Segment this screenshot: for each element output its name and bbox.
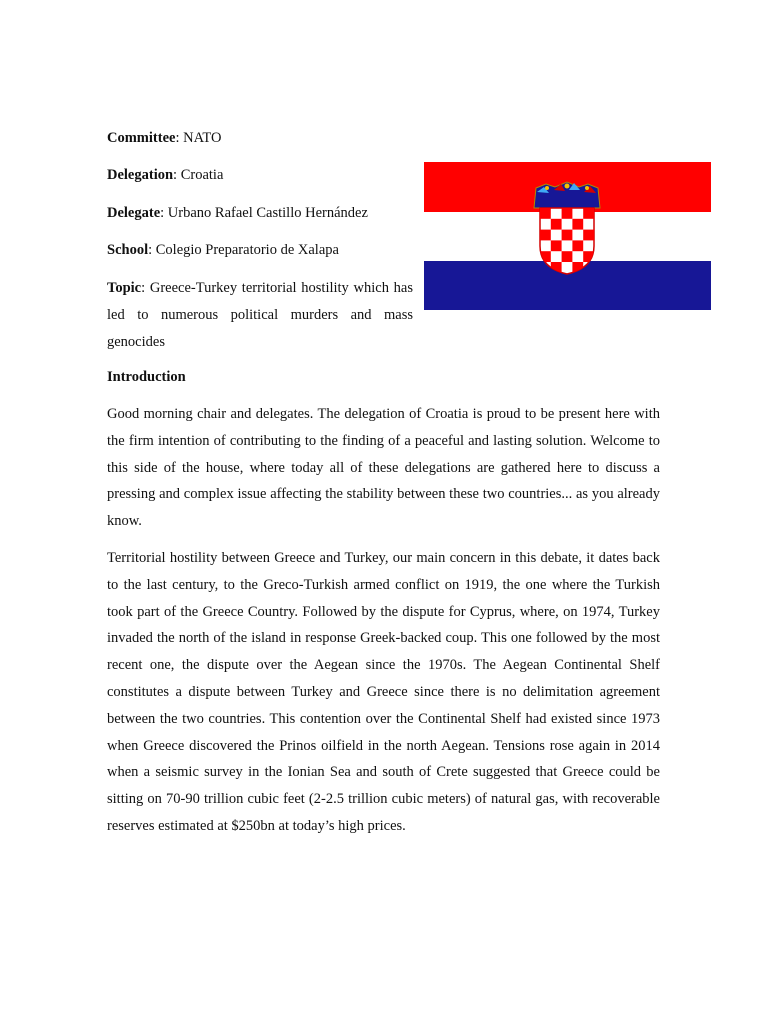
delegation-value: : Croatia (173, 167, 224, 183)
school-value: : Colegio Preparatorio de Xalapa (148, 242, 339, 258)
checker-square (540, 230, 551, 241)
checker-square (572, 240, 583, 251)
school-label: School (107, 242, 149, 258)
topic-value: : Greece-Turkey territorial hostility which has led to numerous political murders and mass genocides (107, 280, 413, 350)
checker-square (572, 219, 583, 230)
topic-line (107, 275, 413, 356)
delegation-label: Delegation (107, 167, 174, 183)
introduction-paragraph-2: Territorial hostility between Greece and Turkey, our main concern in this debate, it dates back to the last century, to the Greco-Turkish armed conflict on 1919, the one where the Turkish took part of the Greece Country. Followed by the dispute for Cyprus, where, on 1974, Turkey invaded the north of the island in response Greek-backed coup. This one followed by the most recent one, the dispute over the Aegean since the 1970s. The Aegean Continental Shelf constitutes a dispute between Turkey and Greece since there is no delimitation agreement between the two countries. This contention over the Continental Shelf had existed since 1973 when Greece discovered the Prinos oilfield in the north Aegean. Tensions rose again in 2014 when a seismic survey in the Ionian Sea and south of Crete suggested that Greece could be sitting on 70-90 trillion cubic feet (2-2.5 trillion cubic meters) of natural gas, with recoverable reserves estimated at $250bn at today’s high prices. (107, 550, 660, 834)
topic-label: Topic (107, 280, 142, 296)
checker-square (562, 208, 573, 219)
coat-of-arms-icon (534, 182, 600, 274)
introduction-heading: Introduction (107, 369, 186, 385)
checker-square (562, 251, 573, 262)
delegation-line (107, 166, 223, 184)
committee-value: : NATO (175, 130, 222, 146)
delegate-label: Delegate (107, 205, 161, 221)
checker-square (562, 230, 573, 241)
school-line (107, 241, 339, 259)
delegate-value: : Urbano Rafael Castillo Hernández (160, 205, 368, 221)
crown-icon (534, 182, 600, 208)
introduction-paragraph-1: Good morning chair and delegates. The delegation of Croatia is proud to be present here with the firm intention of contributing to the finding of a peaceful and lasting solution. Welcome to this side of the house, where today all of these delegations are gathered here to discuss a pressing and complex issue affecting the stability between these two countries... as you already know. (107, 406, 660, 530)
checker-square (551, 240, 562, 251)
croatia-flag-image (424, 162, 711, 310)
checker-square (583, 208, 594, 219)
committee-label: Committee (107, 130, 176, 146)
delegate-line (107, 204, 368, 222)
checker-square (551, 219, 562, 230)
checker-square (583, 230, 594, 241)
committee-line (107, 129, 222, 147)
checker-square (540, 208, 551, 219)
